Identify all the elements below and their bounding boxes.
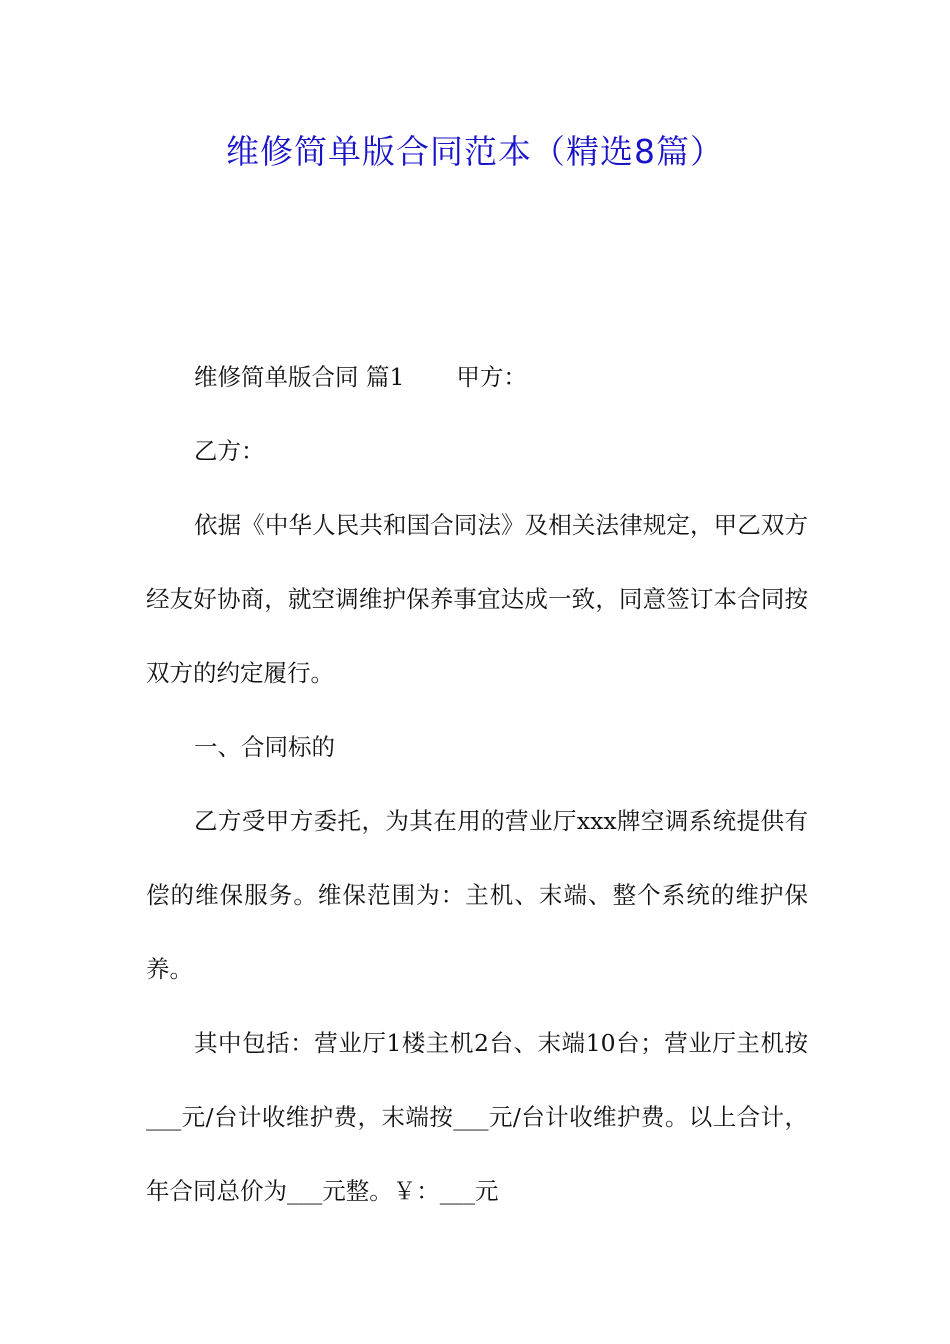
paragraph-heading-line xyxy=(146,340,808,414)
document-title: 维修简单版合同范本（精选8篇） xyxy=(226,132,724,171)
section-heading: 一、合同标的 xyxy=(194,733,335,761)
party-a-label: 甲方： xyxy=(456,363,527,391)
section-label: 维修简单版合同 篇1 xyxy=(194,363,405,391)
document-body xyxy=(146,340,808,1228)
pricing-paragraph: 其中包括：营业厅1楼主机2台、末端10台；营业厅主机按___元/台计收维护费，末端按___元/台计收维护费。以上合计，年合同总价为___元整。￥：___元 xyxy=(146,1029,808,1205)
party-b-label: 乙方： xyxy=(194,437,265,465)
preamble-paragraph: 依据《中华人民共和国合同法》及相关法律规定，甲乙双方经友好协商，就空调维护保养事宜达成一致，同意签订本合同按双方的约定履行。 xyxy=(146,511,808,687)
scope-paragraph: 乙方受甲方委托，为其在用的营业厅xxx牌空调系统提供有偿的维保服务。维保范围为：主机、末端、整个系统的维护保养。 xyxy=(146,807,808,983)
